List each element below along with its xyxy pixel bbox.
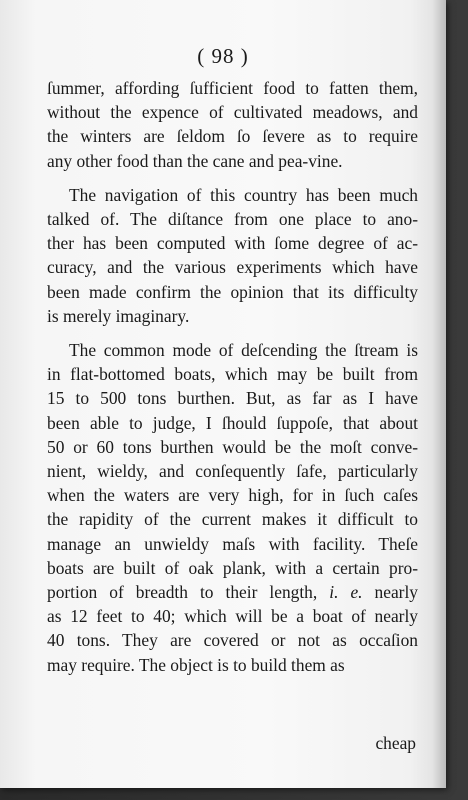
- text-line: portion of breadth to their length, i. e. nearly: [47, 582, 418, 603]
- text-line: 40 tons. They are covered or not as occaſion: [47, 630, 418, 651]
- catchword: cheap: [375, 733, 416, 753]
- text-line: is merely imaginary.: [47, 305, 190, 326]
- text-line: been able to judge, I ſhould ſuppoſe, that about: [47, 412, 418, 433]
- page-number: ( 98 ): [197, 44, 249, 68]
- text-line: 50 or 60 tons burthen would be the moſt conve-: [47, 436, 418, 457]
- text-line: curacy, and the various experiments which have: [47, 257, 418, 278]
- text-line: The navigation of this country has been much: [69, 184, 418, 205]
- paragraph: [47, 76, 418, 173]
- text-line: when the waters are very high, for in ſuch caſes: [47, 485, 418, 506]
- text-line: manage an unwieldy maſs with facility. Theſe: [47, 533, 418, 554]
- text-line: boats are built of oak plank, with a certain pro-: [47, 557, 418, 578]
- page-body-text: [47, 76, 418, 687]
- text-line: in flat-bottomed boats, which may be built from: [47, 364, 418, 385]
- text-line: as 12 feet to 40; which will be a boat of nearly: [47, 606, 418, 627]
- paragraph: [47, 183, 418, 328]
- text-line: the rapidity of the current makes it difficult to: [47, 509, 418, 530]
- text-line: 15 to 500 tons burthen. But, as far as I have: [47, 388, 418, 409]
- text-line: may require. The object is to build them as: [47, 654, 345, 675]
- text-line: any other food than the cane and pea-vine.: [47, 150, 343, 171]
- text-line: ſummer, affording ſufficient food to fatten them,: [47, 78, 418, 98]
- text-line: The common mode of deſcending the ſtream is: [69, 340, 418, 361]
- text-line: the winters are ſeldom ſo ſevere as to require: [47, 126, 418, 147]
- text-line: nient, wieldy, and conſequently ſafe, particularly: [47, 461, 418, 482]
- text-line: been made confirm the opinion that its difficulty: [47, 281, 418, 302]
- text-line: talked of. The diſtance from one place to ano-: [47, 209, 418, 230]
- page-gutter-shadow: [432, 0, 446, 788]
- paragraph: [47, 338, 418, 677]
- text-line: ther has been computed with ſome degree of ac-: [47, 233, 418, 254]
- text-line: without the expence of cultivated meadows, and: [47, 102, 418, 123]
